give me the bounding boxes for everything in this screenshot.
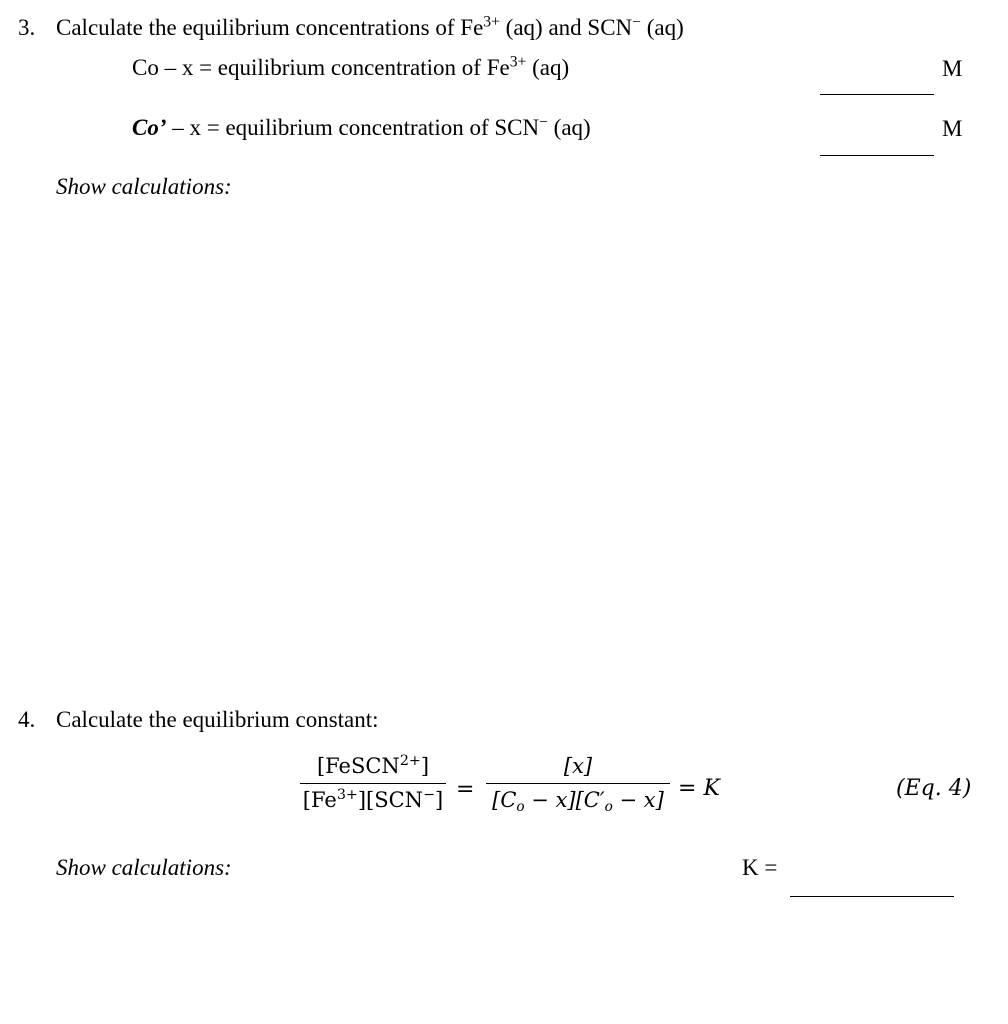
q3-prompt: Calculate the equilibrium concentrations of $Fe^{3+}$ (aq) and SCN− (aq) (56, 13, 684, 40)
eq4-numerator-x: [x] (563, 754, 593, 778)
q3-work-area[interactable] (56, 210, 956, 690)
eq4-denominator-co-x: $[C_o - x][C'_o - x]$ (492, 788, 664, 816)
q4-prompt: Calculate the equilibrium constant: (56, 707, 379, 732)
q3-fe-unit: M (942, 56, 963, 81)
q3-scn-unit: M (942, 116, 963, 141)
eq4-equals-k: = K (678, 776, 720, 801)
q4-show-calculations: Show calculations: (56, 855, 232, 880)
q4-number: 4. (18, 707, 36, 732)
q3-fe-answer-blank[interactable] (820, 76, 934, 99)
eq4-fraction-variables (486, 754, 670, 816)
eq4-denominator-fe-scn: $[Fe^{3+}][SCN^-]$ (302, 787, 444, 812)
eq4-equals-sign: = (456, 777, 475, 802)
q4-work-area[interactable] (56, 895, 956, 1015)
q4-k-label: K = (742, 855, 778, 880)
q3-fe-equilibrium-line: Co – x = equilibrium concentration of $Fe^{3+}$ (aq) (132, 53, 570, 80)
q3-scn-equilibrium-line: Co’ – x = equilibrium concentration of SCN− (aq) (132, 113, 591, 140)
q3-scn-answer-blank[interactable] (820, 137, 934, 160)
eq4-fraction-concentrations (300, 753, 446, 812)
q3-number: 3. (18, 15, 36, 40)
eq4-numerator-fescn: [FeSCN$^{2+}$] (316, 753, 430, 778)
eq4-label: (Eq. 4) (896, 776, 972, 801)
q3-show-calculations: Show calculations: (56, 174, 232, 199)
